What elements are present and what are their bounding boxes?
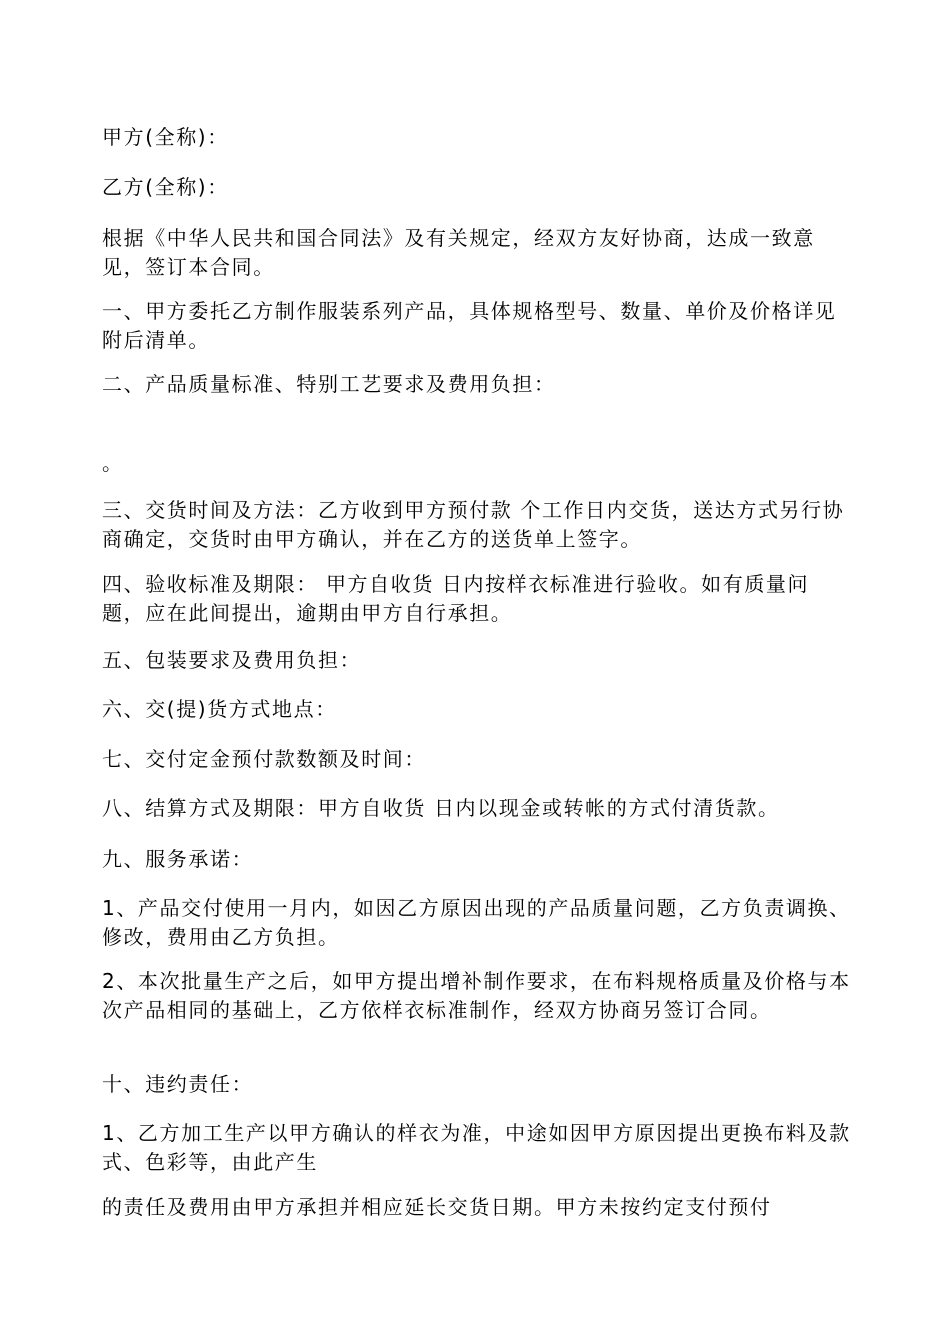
clause-3-paragraph: 三、交货时间及方法：乙方收到甲方预付款 个工作日内交货，送达方式另行协商确定，交货时由甲方确认，并在乙方的送货单上签字。: [102, 498, 845, 551]
liability-item-1: 1、乙方加工生产以甲方确认的样衣为准，中途如因甲方原因提出更换布料及款式、色彩等，由此产生: [102, 1121, 851, 1174]
clause-8-paragraph: 八、结算方式及期限：甲方自收货 日内以现金或转帐的方式付清货款。: [102, 796, 780, 820]
clause-1-paragraph: 一、甲方委托乙方制作服装系列产品，具体规格型号、数量、单价及价格详见附后清单。: [102, 299, 837, 352]
clause-9-heading: 九、服务承诺：: [102, 847, 254, 871]
preamble-paragraph: 根据《中华人民共和国合同法》及有关规定，经双方友好协商，达成一致意见，签订本合同。: [102, 226, 815, 279]
period-line: 。: [102, 451, 124, 475]
party-b-line: 乙方(全称)：: [102, 175, 229, 199]
clause-6-heading: 六、交(提)货方式地点：: [102, 697, 337, 721]
clause-7-heading: 七、交付定金预付款数额及时间：: [102, 747, 426, 771]
clause-4-paragraph: 四、验收标准及期限： 甲方自收货 日内按样衣标准进行验收。如有质量问题，应在此间提出，逾期由甲方自行承担。: [102, 572, 810, 625]
clause-5-heading: 五、包装要求及费用负担：: [102, 648, 362, 672]
clause-2-heading: 二、产品质量标准、特别工艺要求及费用负担：: [102, 372, 556, 396]
service-item-1: 1、产品交付使用一月内，如因乙方原因出现的产品质量问题，乙方负责调换、修改，费用由乙方负担。: [102, 896, 851, 949]
clause-10-heading: 十、违约责任：: [102, 1072, 254, 1096]
party-a-line: 甲方(全称)：: [102, 125, 229, 149]
service-item-2: 2、本次批量生产之后，如甲方提出增补制作要求，在布料规格质量及价格与本次产品相同的基础上，乙方依样衣标准制作，经双方协商另签订合同。: [102, 969, 851, 1022]
liability-continuation: 的责任及费用由甲方承担并相应延长交货日期。甲方未按约定支付预付: [102, 1195, 772, 1219]
